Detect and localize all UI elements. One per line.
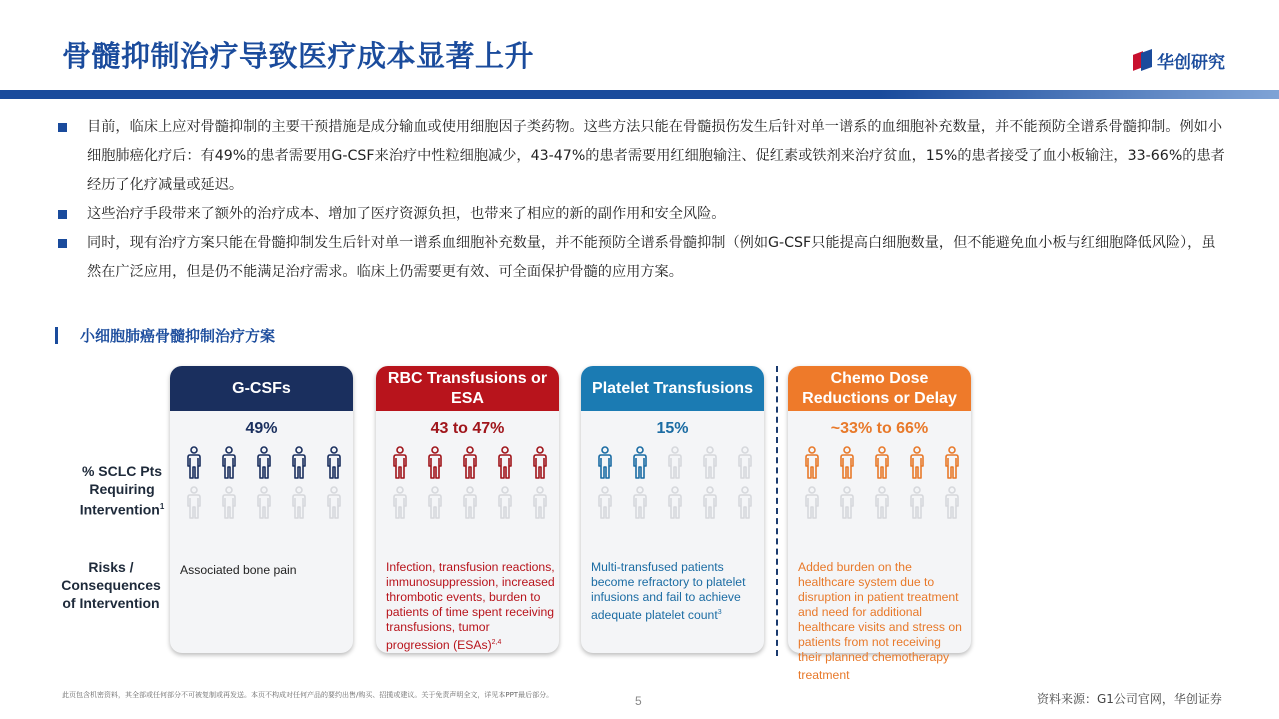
page-number: 5 — [635, 694, 642, 708]
card-risk-text — [386, 560, 556, 653]
person-row — [794, 486, 969, 520]
card-rbc — [376, 366, 559, 653]
person-icon — [427, 486, 443, 520]
card-risk-body: Infection, transfusion reactions, immunosuppression, increased thrombotic events, burden to patients of time spent receiving transfusions, tumor progression (ESAs) — [386, 560, 555, 653]
bullet-item — [58, 229, 1228, 287]
person-icon — [221, 486, 237, 520]
person-icon — [392, 446, 408, 480]
person-icon — [186, 446, 202, 480]
person-icon — [632, 446, 648, 480]
bullet-square-icon — [58, 123, 67, 132]
person-icon — [702, 486, 718, 520]
bullet-text: 同时，现有治疗方案只能在骨髓抑制发生后针对单一谱系血细胞补充数量，并不能预防全谱系骨髓抑制（例如G-CSF只能提高白细胞数量，但不能避免血小板与红细胞降低风险），虽然在广泛应用，但是仍不能满足治疗需求。临床上仍需要更有效、可全面保护骨髓的应用方案。 — [87, 235, 1216, 280]
dashed-divider — [776, 366, 778, 656]
card-risk-text — [180, 560, 350, 578]
card-percentage: 49% — [245, 420, 278, 437]
person-icon — [737, 446, 753, 480]
bullet-list — [58, 113, 1228, 287]
person-icon — [597, 446, 613, 480]
person-icon — [462, 446, 478, 480]
header-rule — [0, 90, 1279, 99]
person-row — [794, 446, 969, 480]
card-title: G-CSFs — [170, 366, 353, 411]
row-label-pct — [58, 462, 186, 519]
card-gcsf — [170, 366, 353, 653]
person-icon — [497, 446, 513, 480]
person-icon — [221, 446, 237, 480]
person-icon — [804, 486, 820, 520]
person-icon — [597, 486, 613, 520]
person-row — [176, 486, 351, 520]
person-icon — [256, 486, 272, 520]
person-icon — [326, 486, 342, 520]
patient-icons — [581, 446, 764, 520]
person-icon — [667, 446, 683, 480]
person-row — [587, 486, 762, 520]
person-icon — [804, 446, 820, 480]
person-icon — [667, 486, 683, 520]
row-label-pct-text: % SCLC Pts Requiring Intervention — [79, 463, 163, 518]
person-icon — [944, 446, 960, 480]
bullet-square-icon — [58, 239, 67, 248]
bullet-text: 目前，临床上应对骨髓抑制的主要干预措施是成分输血或使用细胞因子类药物。这些方法只能在骨髓损伤发生后针对单一谱系的血细胞补充数量，并不能预防全谱系骨髓抑制。例如小细胞肺癌化疗后：有49%的患者需要用G-CSF来治疗中性粒细胞减少，43-47%的患者需要用红细胞输注、促红素或铁剂来治疗贫血，15%的患者接受了血小板输注，33-66%的患者经历了化疗减量或延迟。 — [87, 119, 1225, 193]
person-icon — [874, 446, 890, 480]
person-icon — [737, 486, 753, 520]
person-icon — [839, 486, 855, 520]
bullet-item — [58, 113, 1228, 200]
card-risk-text — [591, 560, 761, 623]
person-icon — [291, 486, 307, 520]
patient-icons — [170, 446, 353, 520]
person-icon — [256, 446, 272, 480]
card-title: RBC Transfusions or ESA — [376, 366, 559, 411]
person-row — [382, 486, 557, 520]
person-icon — [392, 486, 408, 520]
brand-logo — [1133, 48, 1225, 73]
card-percentage: ~33% to 66% — [830, 420, 929, 437]
card-risk-sup: 2,4 — [491, 639, 502, 646]
logo-text: 华创研究 — [1157, 53, 1225, 73]
card-title: Chemo Dose Reductions or Delay — [788, 366, 971, 411]
card-platelet — [581, 366, 764, 653]
person-icon — [839, 446, 855, 480]
person-icon — [702, 446, 718, 480]
card-risk-body: Associated bone pain — [180, 563, 297, 578]
card-title: Platelet Transfusions — [581, 366, 764, 411]
card-chemo — [788, 366, 971, 683]
card-risk-body: Multi-transfused patients become refractory to platelet infusions and fail to achieve adequate platelet count — [591, 560, 746, 623]
card-percentage: 15% — [656, 420, 689, 437]
section-bar — [55, 327, 58, 344]
person-icon — [326, 446, 342, 480]
person-icon — [909, 446, 925, 480]
person-icon — [532, 446, 548, 480]
bullet-item — [58, 200, 1228, 229]
person-icon — [497, 486, 513, 520]
person-icon — [427, 446, 443, 480]
section-heading — [55, 325, 275, 346]
person-icon — [944, 486, 960, 520]
card-percentage: 43 to 47% — [430, 420, 505, 437]
person-icon — [291, 446, 307, 480]
disclaimer: 此页包含机密资料，其全部或任何部分不可被复制或再发送。本页不构成对任何产品的要约出售/购买、招揽或建议。关于免责声明全文，详见本PPT最后部分。 — [62, 691, 554, 699]
bullet-square-icon — [58, 210, 67, 219]
bullet-text: 这些治疗手段带来了额外的治疗成本、增加了医疗资源负担，也带来了相应的新的副作用和安全风险。 — [87, 206, 726, 222]
row-label-risks: Risks / Consequences of Intervention — [61, 559, 161, 611]
patient-icons — [788, 446, 971, 520]
person-icon — [909, 486, 925, 520]
section-title: 小细胞肺癌骨髓抑制治疗方案 — [80, 327, 276, 345]
source-note: 资料来源：G1公司官网，华创证券 — [1037, 692, 1222, 706]
logo-mark-icon — [1133, 51, 1153, 71]
row-label-pct-sup: 1 — [159, 502, 165, 511]
card-risk-text — [798, 560, 968, 683]
person-row — [382, 446, 557, 480]
patient-icons — [376, 446, 559, 520]
person-icon — [874, 486, 890, 520]
person-row — [176, 446, 351, 480]
page-title: 骨髓抑制治疗导致医疗成本显著上升 — [62, 39, 535, 73]
person-row — [587, 446, 762, 480]
card-risk-sup: 3 — [717, 609, 722, 616]
person-icon — [532, 486, 548, 520]
person-icon — [462, 486, 478, 520]
person-icon — [632, 486, 648, 520]
card-risk-body: Added burden on the healthcare system due to disruption in patient treatment and need for additional healthcare visits and stress on patients from not receiving their planned chemotherapy treatment — [798, 560, 962, 683]
person-icon — [186, 486, 202, 520]
